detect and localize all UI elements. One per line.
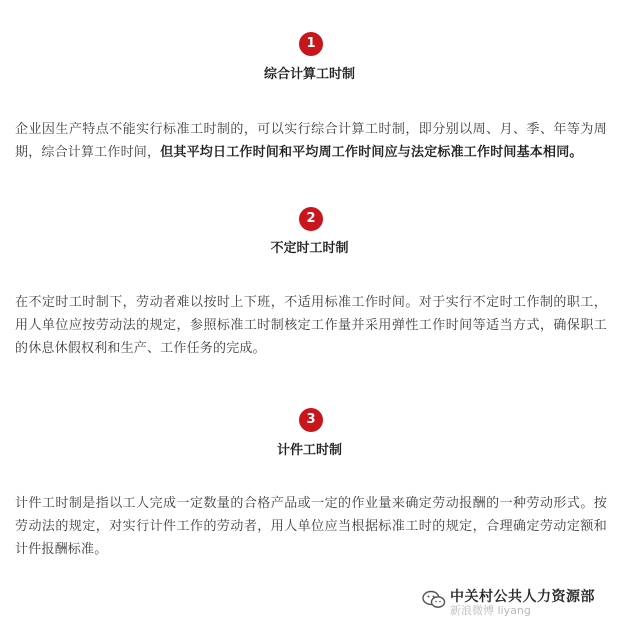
section-3-number-badge: 3 [299,408,323,432]
section-1-paragraph-text: 企业因生产特点不能实行标准工时制的，可以实行综合计算工时制，即分别以周、月、季、年等为周期，综合计算工作时间， [15,122,607,160]
section-3-paragraph: 计件工时制是指以工人完成一定数量的合格产品或一定的作业量来确定劳动报酬的一种劳动形式。按劳动法的规定，对实行计件工作的劳动者，用人单位应当根据标准工时的规定，合理确定劳动定额和计件报酬标准。 [15,496,607,557]
watermark-sub: 新浪微博 liyang [450,604,531,617]
watermark-name: 中关村公共人力资源部 [450,589,595,605]
wechat-icon [422,590,446,610]
section-2-number-badge: 2 [299,207,323,231]
section-2-paragraph: 在不定时工时制下，劳动者难以按时上下班，不适用标准工作时间。对于实行不定时工作制的职工，用人单位应按劳动法的规定，参照标准工时制核定工作量并采用弹性工作时间等适当方式，确保职工的休息休假权利和生产、工作任务的完成。 [15,295,607,356]
section-3-title: 计件工时制 [276,443,342,458]
section-1-paragraph [15,118,607,164]
section-2-title: 不定时工时制 [270,241,349,256]
section-1-number-badge: 1 [299,32,323,56]
section-1-title: 综合计算工时制 [263,67,355,82]
watermark [420,586,615,616]
section-1-paragraph-bold: 但其平均日工作时间和平均周工作时间应与法定标准工作时间基本相同。 [160,145,583,160]
